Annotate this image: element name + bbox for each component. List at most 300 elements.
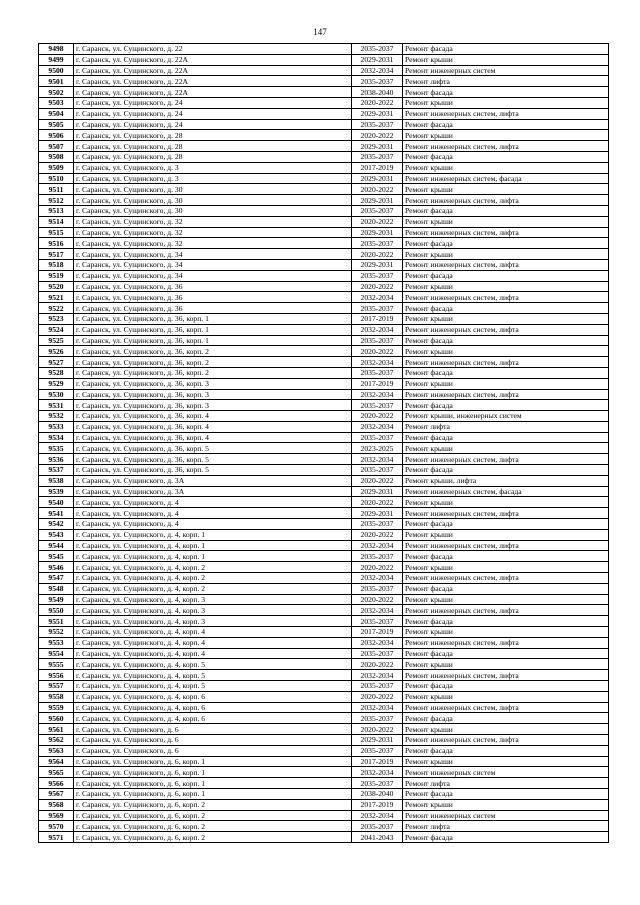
address-cell: г. Саранск, ул. Сущинского, д. 4, корп. 4 <box>74 637 352 648</box>
period-cell: 2020-2022 <box>352 497 403 508</box>
address-cell: г. Саранск, ул. Сущинского, д. 4, корп. 1 <box>74 551 352 562</box>
work-type-cell: Ремонт фасада <box>403 119 609 130</box>
period-cell: 2029-2031 <box>352 54 403 65</box>
address-cell: г. Саранск, ул. Сущинского, д. 36, корп. 4 <box>74 421 352 432</box>
period-cell: 2020-2022 <box>352 249 403 260</box>
address-cell: г. Саранск, ул. Сущинского, д. 22А <box>74 54 352 65</box>
row-number: 9569 <box>39 810 74 821</box>
row-number: 9570 <box>39 821 74 832</box>
period-cell: 2020-2022 <box>352 594 403 605</box>
address-cell: г. Саранск, ул. Сущинского, д. 6, корп. 2 <box>74 821 352 832</box>
address-cell: г. Саранск, ул. Сущинского, д. 6, корп. 1 <box>74 778 352 789</box>
address-cell: г. Саранск, ул. Сущинского, д. 6 <box>74 724 352 735</box>
row-number: 9530 <box>39 389 74 400</box>
table-row <box>39 443 609 454</box>
period-cell: 2032-2034 <box>352 702 403 713</box>
period-cell: 2035-2037 <box>352 821 403 832</box>
period-cell: 2035-2037 <box>352 367 403 378</box>
row-number: 9543 <box>39 529 74 540</box>
address-cell: г. Саранск, ул. Сущинского, д. 4, корп. 1 <box>74 540 352 551</box>
address-cell: г. Саранск, ул. Сущинского, д. 24 <box>74 108 352 119</box>
table-row <box>39 303 609 314</box>
row-number: 9526 <box>39 346 74 357</box>
period-cell: 2029-2031 <box>352 486 403 497</box>
work-type-cell: Ремонт фасада <box>403 681 609 692</box>
period-cell: 2020-2022 <box>352 216 403 227</box>
work-type-cell: Ремонт инженерных систем, лифта <box>403 637 609 648</box>
table-row <box>39 205 609 216</box>
table-row <box>39 832 609 843</box>
address-cell: г. Саранск, ул. Сущинского, д. 22А <box>74 65 352 76</box>
table-row <box>39 659 609 670</box>
table-row <box>39 454 609 465</box>
work-type-cell: Ремонт инженерных систем, лифта <box>403 324 609 335</box>
table-row <box>39 724 609 735</box>
address-cell: г. Саранск, ул. Сущинского, д. 4, корп. 3 <box>74 594 352 605</box>
work-type-cell: Ремонт инженерных систем, лифта <box>403 670 609 681</box>
work-type-cell: Ремонт крыши <box>403 184 609 195</box>
table-row <box>39 421 609 432</box>
period-cell: 2020-2022 <box>352 97 403 108</box>
work-type-cell: Ремонт крыши <box>403 627 609 638</box>
period-cell: 2035-2037 <box>352 778 403 789</box>
work-type-cell: Ремонт крыши <box>403 378 609 389</box>
table-row <box>39 97 609 108</box>
address-cell: г. Саранск, ул. Сущинского, д. 4, корп. 1 <box>74 529 352 540</box>
row-number: 9545 <box>39 551 74 562</box>
address-cell: г. Саранск, ул. Сущинского, д. 4 <box>74 519 352 530</box>
repair-schedule-table <box>38 43 609 843</box>
row-number: 9567 <box>39 788 74 799</box>
address-cell: г. Саранск, ул. Сущинского, д. 36, корп. 5 <box>74 454 352 465</box>
address-cell: г. Саранск, ул. Сущинского, д. 3 <box>74 173 352 184</box>
work-type-cell: Ремонт крыши <box>403 594 609 605</box>
work-type-cell: Ремонт инженерных систем <box>403 810 609 821</box>
address-cell: г. Саранск, ул. Сущинского, д. 30 <box>74 184 352 195</box>
period-cell: 2035-2037 <box>352 151 403 162</box>
row-number: 9519 <box>39 270 74 281</box>
period-cell: 2032-2034 <box>352 540 403 551</box>
period-cell: 2020-2022 <box>352 346 403 357</box>
page-number: 147 <box>313 27 327 37</box>
table-row <box>39 691 609 702</box>
table-row <box>39 583 609 594</box>
table-body <box>39 44 609 843</box>
table-row <box>39 799 609 810</box>
period-cell: 2017-2019 <box>352 756 403 767</box>
address-cell: г. Саранск, ул. Сущинского, д. 3А <box>74 475 352 486</box>
table-row <box>39 65 609 76</box>
row-number: 9568 <box>39 799 74 810</box>
work-type-cell: Ремонт крыши <box>403 346 609 357</box>
address-cell: г. Саранск, ул. Сущинского, д. 32 <box>74 216 352 227</box>
row-number: 9517 <box>39 249 74 260</box>
period-cell: 2029-2031 <box>352 173 403 184</box>
table-row <box>39 151 609 162</box>
work-type-cell: Ремонт фасада <box>403 400 609 411</box>
period-cell: 2032-2034 <box>352 389 403 400</box>
row-number: 9551 <box>39 616 74 627</box>
work-type-cell: Ремонт крыши <box>403 724 609 735</box>
table-row <box>39 367 609 378</box>
address-cell: г. Саранск, ул. Сущинского, д. 36, корп. 1 <box>74 324 352 335</box>
table-row <box>39 497 609 508</box>
address-cell: г. Саранск, ул. Сущинского, д. 4, корп. 6 <box>74 713 352 724</box>
address-cell: г. Саранск, ул. Сущинского, д. 6, корп. 2 <box>74 799 352 810</box>
row-number: 9527 <box>39 357 74 368</box>
period-cell: 2032-2034 <box>352 454 403 465</box>
period-cell: 2032-2034 <box>352 670 403 681</box>
address-cell: г. Саранск, ул. Сущинского, д. 4, корп. 3 <box>74 605 352 616</box>
work-type-cell: Ремонт лифта <box>403 778 609 789</box>
row-number: 9514 <box>39 216 74 227</box>
address-cell: г. Саранск, ул. Сущинского, д. 36 <box>74 281 352 292</box>
table-row <box>39 324 609 335</box>
work-type-cell: Ремонт фасада <box>403 367 609 378</box>
period-cell: 2020-2022 <box>352 529 403 540</box>
table-row <box>39 184 609 195</box>
period-cell: 2035-2037 <box>352 205 403 216</box>
period-cell: 2032-2034 <box>352 637 403 648</box>
period-cell: 2020-2022 <box>352 130 403 141</box>
table-row <box>39 400 609 411</box>
row-number: 9509 <box>39 162 74 173</box>
period-cell: 2035-2037 <box>352 583 403 594</box>
address-cell: г. Саранск, ул. Сущинского, д. 6 <box>74 745 352 756</box>
row-number: 9521 <box>39 292 74 303</box>
period-cell: 2035-2037 <box>352 76 403 87</box>
period-cell: 2029-2031 <box>352 227 403 238</box>
work-type-cell: Ремонт крыши, инженерных систем <box>403 411 609 422</box>
period-cell: 2032-2034 <box>352 810 403 821</box>
work-type-cell: Ремонт инженерных систем, лифта <box>403 735 609 746</box>
address-cell: г. Саранск, ул. Сущинского, д. 4 <box>74 497 352 508</box>
period-cell: 2032-2034 <box>352 324 403 335</box>
row-number: 9508 <box>39 151 74 162</box>
row-number: 9513 <box>39 205 74 216</box>
table-row <box>39 681 609 692</box>
table-row <box>39 605 609 616</box>
row-number: 9506 <box>39 130 74 141</box>
address-cell: г. Саранск, ул. Сущинского, д. 22 <box>74 44 352 55</box>
row-number: 9559 <box>39 702 74 713</box>
row-number: 9565 <box>39 767 74 778</box>
address-cell: г. Саранск, ул. Сущинского, д. 6, корп. 1 <box>74 767 352 778</box>
period-cell: 2032-2034 <box>352 605 403 616</box>
table-row <box>39 292 609 303</box>
address-cell: г. Саранск, ул. Сущинского, д. 28 <box>74 130 352 141</box>
work-type-cell: Ремонт фасада <box>403 44 609 55</box>
table-row <box>39 411 609 422</box>
address-cell: г. Саранск, ул. Сущинского, д. 30 <box>74 205 352 216</box>
address-cell: г. Саранск, ул. Сущинского, д. 34 <box>74 259 352 270</box>
row-number: 9518 <box>39 259 74 270</box>
work-type-cell: Ремонт фасада <box>403 519 609 530</box>
period-cell: 2020-2022 <box>352 562 403 573</box>
address-cell: г. Саранск, ул. Сущинского, д. 6, корп. 2 <box>74 810 352 821</box>
row-number: 9564 <box>39 756 74 767</box>
address-cell: г. Саранск, ул. Сущинского, д. 36, корп. 4 <box>74 432 352 443</box>
row-number: 9546 <box>39 562 74 573</box>
work-type-cell: Ремонт инженерных систем, лифта <box>403 227 609 238</box>
address-cell: г. Саранск, ул. Сущинского, д. 4, корп. 2 <box>74 573 352 584</box>
address-cell: г. Саранск, ул. Сущинского, д. 22А <box>74 87 352 98</box>
address-cell: г. Саранск, ул. Сущинского, д. 36, корп. 2 <box>74 346 352 357</box>
work-type-cell: Ремонт фасада <box>403 745 609 756</box>
table-row <box>39 130 609 141</box>
address-cell: г. Саранск, ул. Сущинского, д. 6, корп. 1 <box>74 756 352 767</box>
row-number: 9498 <box>39 44 74 55</box>
row-number: 9558 <box>39 691 74 702</box>
address-cell: г. Саранск, ул. Сущинского, д. 32 <box>74 238 352 249</box>
work-type-cell: Ремонт фасада <box>403 551 609 562</box>
work-type-cell: Ремонт инженерных систем, лифта <box>403 141 609 152</box>
table-row <box>39 357 609 368</box>
work-type-cell: Ремонт крыши <box>403 497 609 508</box>
row-number: 9539 <box>39 486 74 497</box>
table-row <box>39 637 609 648</box>
address-cell: г. Саранск, ул. Сущинского, д. 30 <box>74 195 352 206</box>
table-row <box>39 44 609 55</box>
row-number: 9555 <box>39 659 74 670</box>
table-row <box>39 508 609 519</box>
work-type-cell: Ремонт фасада <box>403 335 609 346</box>
period-cell: 2029-2031 <box>352 259 403 270</box>
table-row <box>39 735 609 746</box>
row-number: 9535 <box>39 443 74 454</box>
period-cell: 2035-2037 <box>352 519 403 530</box>
work-type-cell: Ремонт фасада <box>403 788 609 799</box>
period-cell: 2020-2022 <box>352 659 403 670</box>
work-type-cell: Ремонт фасада <box>403 465 609 476</box>
table-row <box>39 756 609 767</box>
work-type-cell: Ремонт крыши <box>403 691 609 702</box>
work-type-cell: Ремонт инженерных систем, лифта <box>403 454 609 465</box>
table-row <box>39 616 609 627</box>
period-cell: 2020-2022 <box>352 184 403 195</box>
table-row <box>39 389 609 400</box>
row-number: 9562 <box>39 735 74 746</box>
period-cell: 2032-2034 <box>352 421 403 432</box>
period-cell: 2032-2034 <box>352 357 403 368</box>
work-type-cell: Ремонт крыши <box>403 313 609 324</box>
address-cell: г. Саранск, ул. Сущинского, д. 36 <box>74 292 352 303</box>
row-number: 9538 <box>39 475 74 486</box>
address-cell: г. Саранск, ул. Сущинского, д. 36, корп. 2 <box>74 357 352 368</box>
row-number: 9547 <box>39 573 74 584</box>
table-row <box>39 562 609 573</box>
work-type-cell: Ремонт крыши <box>403 562 609 573</box>
row-number: 9532 <box>39 411 74 422</box>
table-row <box>39 810 609 821</box>
row-number: 9505 <box>39 119 74 130</box>
table-row <box>39 249 609 260</box>
work-type-cell: Ремонт инженерных систем, лифта <box>403 259 609 270</box>
work-type-cell: Ремонт крыши <box>403 130 609 141</box>
address-cell: г. Саранск, ул. Сущинского, д. 4, корп. 5 <box>74 670 352 681</box>
address-cell: г. Саранск, ул. Сущинского, д. 4, корп. 2 <box>74 583 352 594</box>
address-cell: г. Саранск, ул. Сущинского, д. 36, корп. 1 <box>74 335 352 346</box>
period-cell: 2029-2031 <box>352 195 403 206</box>
table-row <box>39 788 609 799</box>
address-cell: г. Саранск, ул. Сущинского, д. 4, корп. 4 <box>74 648 352 659</box>
row-number: 9544 <box>39 540 74 551</box>
table-row <box>39 227 609 238</box>
work-type-cell: Ремонт фасада <box>403 151 609 162</box>
row-number: 9516 <box>39 238 74 249</box>
table-row <box>39 465 609 476</box>
period-cell: 2017-2019 <box>352 378 403 389</box>
period-cell: 2035-2037 <box>352 432 403 443</box>
table-row <box>39 821 609 832</box>
period-cell: 2032-2034 <box>352 65 403 76</box>
row-number: 9499 <box>39 54 74 65</box>
table-row <box>39 745 609 756</box>
work-type-cell: Ремонт инженерных систем, лифта <box>403 508 609 519</box>
table-row <box>39 519 609 530</box>
table-row <box>39 627 609 638</box>
work-type-cell: Ремонт крыши <box>403 216 609 227</box>
row-number: 9554 <box>39 648 74 659</box>
work-type-cell: Ремонт инженерных систем, лифта <box>403 605 609 616</box>
row-number: 9504 <box>39 108 74 119</box>
work-type-cell: Ремонт инженерных систем <box>403 65 609 76</box>
period-cell: 2020-2022 <box>352 691 403 702</box>
table-row <box>39 281 609 292</box>
row-number: 9540 <box>39 497 74 508</box>
period-cell: 2029-2031 <box>352 108 403 119</box>
work-type-cell: Ремонт фасада <box>403 616 609 627</box>
work-type-cell: Ремонт крыши <box>403 281 609 292</box>
table-row <box>39 767 609 778</box>
work-type-cell: Ремонт крыши <box>403 249 609 260</box>
table-row <box>39 486 609 497</box>
period-cell: 2035-2037 <box>352 238 403 249</box>
work-type-cell: Ремонт инженерных систем, лифта <box>403 292 609 303</box>
row-number: 9557 <box>39 681 74 692</box>
work-type-cell: Ремонт крыши <box>403 659 609 670</box>
table-row <box>39 195 609 206</box>
period-cell: 2035-2037 <box>352 303 403 314</box>
work-type-cell: Ремонт лифта <box>403 421 609 432</box>
work-type-cell: Ремонт крыши <box>403 756 609 767</box>
address-cell: г. Саранск, ул. Сущинского, д. 36, корп. 4 <box>74 411 352 422</box>
period-cell: 2035-2037 <box>352 465 403 476</box>
address-cell: г. Саранск, ул. Сущинского, д. 24 <box>74 119 352 130</box>
period-cell: 2032-2034 <box>352 767 403 778</box>
period-cell: 2017-2019 <box>352 799 403 810</box>
period-cell: 2035-2037 <box>352 270 403 281</box>
table-row <box>39 108 609 119</box>
table-row <box>39 238 609 249</box>
period-cell: 2023-2025 <box>352 443 403 454</box>
work-type-cell: Ремонт фасада <box>403 583 609 594</box>
work-type-cell: Ремонт инженерных систем, лифта <box>403 357 609 368</box>
row-number: 9536 <box>39 454 74 465</box>
row-number: 9556 <box>39 670 74 681</box>
table-row <box>39 216 609 227</box>
address-cell: г. Саранск, ул. Сущинского, д. 4 <box>74 508 352 519</box>
work-type-cell: Ремонт фасада <box>403 832 609 843</box>
address-cell: г. Саранск, ул. Сущинского, д. 24 <box>74 97 352 108</box>
row-number: 9561 <box>39 724 74 735</box>
address-cell: г. Саранск, ул. Сущинского, д. 28 <box>74 141 352 152</box>
work-type-cell: Ремонт фасада <box>403 432 609 443</box>
work-type-cell: Ремонт крыши <box>403 443 609 454</box>
period-cell: 2035-2037 <box>352 400 403 411</box>
address-cell: г. Саранск, ул. Сущинского, д. 36, корп. 5 <box>74 443 352 454</box>
address-cell: г. Саранск, ул. Сущинского, д. 6, корп. 2 <box>74 832 352 843</box>
address-cell: г. Саранск, ул. Сущинского, д. 4, корп. 6 <box>74 691 352 702</box>
row-number: 9534 <box>39 432 74 443</box>
table-row <box>39 141 609 152</box>
period-cell: 2035-2037 <box>352 745 403 756</box>
period-cell: 2029-2031 <box>352 141 403 152</box>
work-type-cell: Ремонт фасада <box>403 713 609 724</box>
period-cell: 2035-2037 <box>352 44 403 55</box>
work-type-cell: Ремонт фасада <box>403 270 609 281</box>
address-cell: г. Саранск, ул. Сущинского, д. 32 <box>74 227 352 238</box>
table-row <box>39 162 609 173</box>
work-type-cell: Ремонт лифта <box>403 76 609 87</box>
address-cell: г. Саранск, ул. Сущинского, д. 3 <box>74 162 352 173</box>
period-cell: 2035-2037 <box>352 681 403 692</box>
table-row <box>39 475 609 486</box>
work-type-cell: Ремонт инженерных систем, лифта <box>403 702 609 713</box>
row-number: 9550 <box>39 605 74 616</box>
table-row <box>39 346 609 357</box>
row-number: 9563 <box>39 745 74 756</box>
address-cell: г. Саранск, ул. Сущинского, д. 4, корп. 4 <box>74 627 352 638</box>
work-type-cell: Ремонт крыши, лифта <box>403 475 609 486</box>
work-type-cell: Ремонт инженерных систем, лифта <box>403 195 609 206</box>
row-number: 9537 <box>39 465 74 476</box>
table-row <box>39 173 609 184</box>
table-row <box>39 670 609 681</box>
row-number: 9524 <box>39 324 74 335</box>
period-cell: 2020-2022 <box>352 724 403 735</box>
row-number: 9571 <box>39 832 74 843</box>
address-cell: г. Саранск, ул. Сущинского, д. 4, корп. 6 <box>74 702 352 713</box>
table-row <box>39 778 609 789</box>
period-cell: 2038-2040 <box>352 87 403 98</box>
work-type-cell: Ремонт инженерных систем, фасада <box>403 486 609 497</box>
table-row <box>39 54 609 65</box>
row-number: 9528 <box>39 367 74 378</box>
work-type-cell: Ремонт крыши <box>403 162 609 173</box>
row-number: 9510 <box>39 173 74 184</box>
address-cell: г. Саранск, ул. Сущинского, д. 4, корп. 2 <box>74 562 352 573</box>
work-type-cell: Ремонт крыши <box>403 529 609 540</box>
work-type-cell: Ремонт фасада <box>403 648 609 659</box>
address-cell: г. Саранск, ул. Сущинского, д. 6 <box>74 735 352 746</box>
table-row <box>39 594 609 605</box>
address-cell: г. Саранск, ул. Сущинского, д. 4, корп. 3 <box>74 616 352 627</box>
row-number: 9552 <box>39 627 74 638</box>
period-cell: 2032-2034 <box>352 292 403 303</box>
period-cell: 2035-2037 <box>352 713 403 724</box>
address-cell: г. Саранск, ул. Сущинского, д. 36, корп. 3 <box>74 400 352 411</box>
row-number: 9500 <box>39 65 74 76</box>
period-cell: 2035-2037 <box>352 648 403 659</box>
address-cell: г. Саранск, ул. Сущинского, д. 34 <box>74 270 352 281</box>
period-cell: 2032-2034 <box>352 573 403 584</box>
period-cell: 2017-2019 <box>352 313 403 324</box>
address-cell: г. Саранск, ул. Сущинского, д. 3А <box>74 486 352 497</box>
period-cell: 2020-2022 <box>352 411 403 422</box>
table-row <box>39 270 609 281</box>
row-number: 9501 <box>39 76 74 87</box>
